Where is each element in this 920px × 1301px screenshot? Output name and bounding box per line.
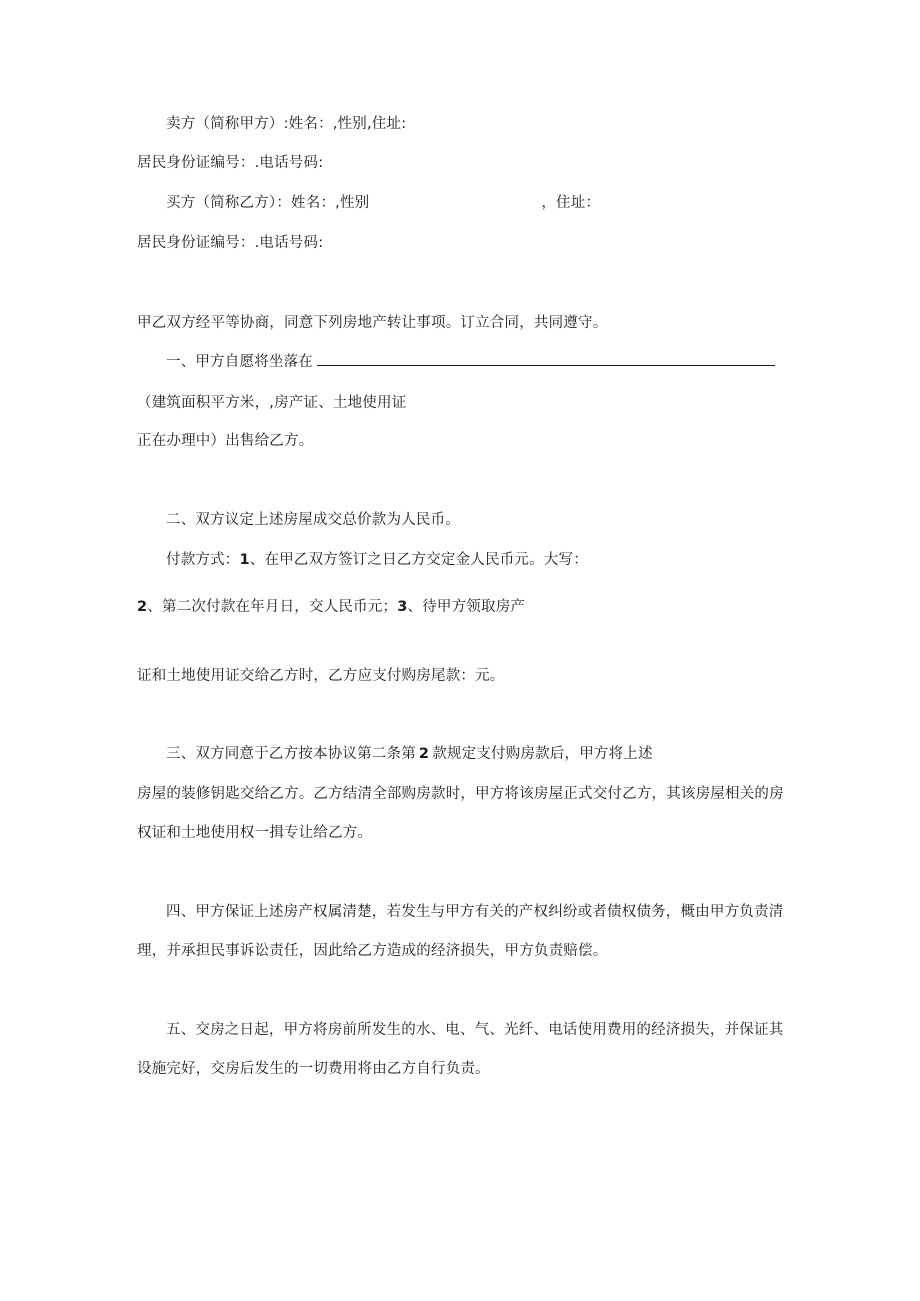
buyer-id-line: 居民身份证编号：.电话号码: xyxy=(137,235,324,251)
location-blank xyxy=(317,351,775,366)
clause-1-line-3: 正在办理中）出售给乙方。 xyxy=(137,433,314,449)
clause-2-payment-1 xyxy=(166,550,588,570)
clause-3-num: 2 xyxy=(418,746,430,762)
clause-2-payment-3: 证和土地使用证交给乙方时，乙方应支付购房尾款：元。 xyxy=(137,668,505,684)
clause-3-line-1 xyxy=(166,744,653,764)
payment-label: 付款方式： xyxy=(166,552,240,568)
clause-3-text-a: 三、双方同意于乙方按本协议第二条第 xyxy=(166,746,416,762)
clause-3-line-2: 房屋的装修钥匙交给乙方。乙方结清全部购房款时，甲方将该房屋正式交付乙方，其该房屋相关的房 xyxy=(137,786,784,802)
clause-5-line-2: 设施完好，交房后发生的一切费用将由乙方自行负责。 xyxy=(137,1061,490,1077)
intro-paragraph: 甲乙双方经平等协商，同意下列房地产转让事项。订立合同，共同遵守。 xyxy=(137,315,608,331)
clause-4-line-1: 四、甲方保证上述房产权属清楚，若发生与甲方有关的产权纠纷或者债权债务，概由甲方负责清 xyxy=(166,904,784,920)
clause-1-line-1 xyxy=(166,351,775,372)
buyer-info-text: 买方（简称乙方）：姓名：,性别 xyxy=(166,195,370,211)
clause-1-line-2: （建筑面积平方米，,房产证、土地使用证 xyxy=(137,395,407,411)
seller-info-line: 卖方（简称甲方）:姓名：,性别,住址: xyxy=(166,116,407,132)
payment-num-2: 2 xyxy=(137,599,148,615)
clause-3-text-b: 款规定支付购房款后，甲方将上述 xyxy=(432,746,653,762)
buyer-info-line xyxy=(166,193,600,213)
clause-4-line-2: 理，并承担民事诉讼责任，因此给乙方造成的经济损失，甲方负责赔偿。 xyxy=(137,943,608,959)
payment-text-2: 、第二次付款在年月日，交人民币元； xyxy=(147,599,398,615)
seller-id-line: 居民身份证编号：.电话号码: xyxy=(137,155,324,171)
payment-num-3: 3 xyxy=(397,599,408,615)
clause-5-line-1: 五、交房之日起，甲方将房前所发生的水、电、气、光纤、电话使用费用的经济损失，并保证其 xyxy=(166,1022,784,1038)
buyer-address-label: ，住址： xyxy=(541,195,601,211)
payment-text-3: 、待甲方领取房产 xyxy=(407,599,526,615)
clause-3-line-3: 权证和土地使用权一揖专让给乙方。 xyxy=(137,825,373,841)
payment-text-1: 、在甲乙双方签订之日乙方交定金人民币元。大写： xyxy=(249,552,588,568)
clause-2-line-1: 二、双方议定上述房屋成交总价款为人民币。 xyxy=(166,512,460,528)
payment-num-1: 1 xyxy=(239,552,250,568)
clause-1-text: 一、甲方自愿将坐落在 xyxy=(166,354,313,370)
clause-2-payment-2 xyxy=(137,597,525,617)
